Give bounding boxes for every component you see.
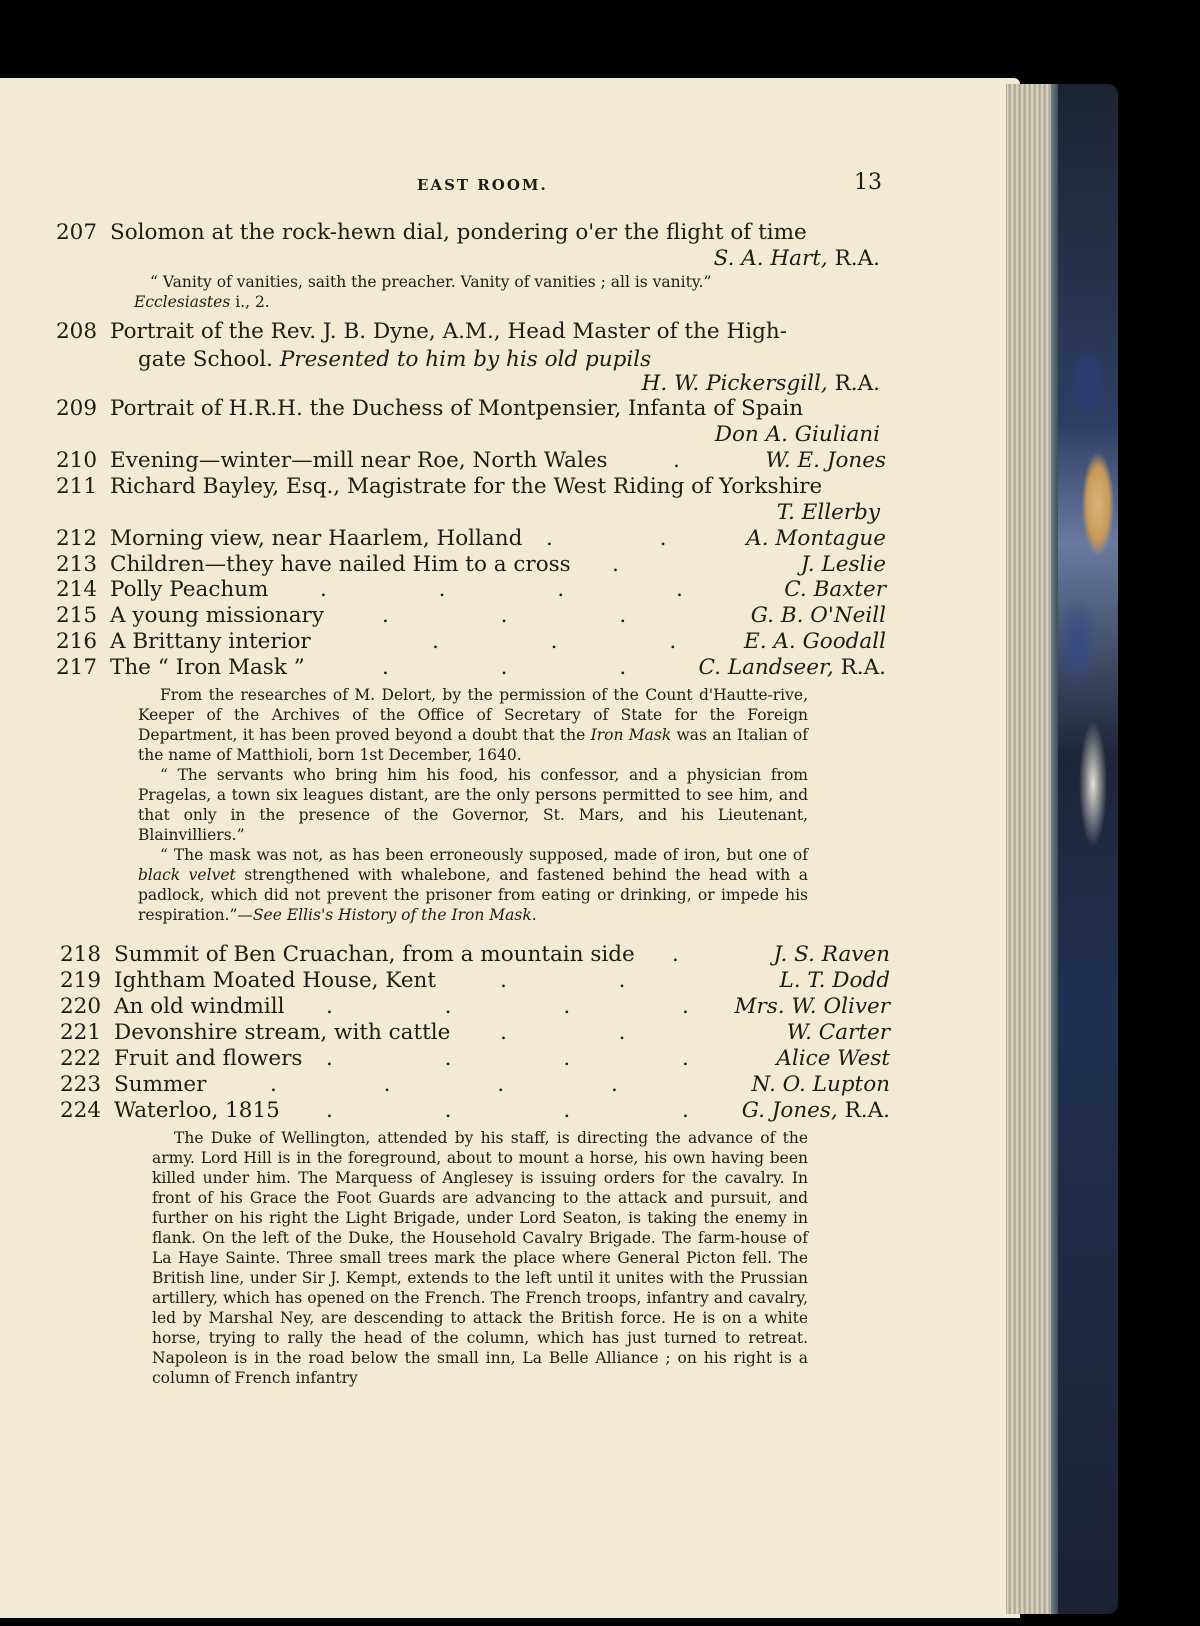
entry-title: Evening—winter—mill near Roe, North Wales <box>110 448 608 473</box>
entry-artist: S. A. Hart, R.A. <box>713 246 880 271</box>
entry-artist: J. S. Raven <box>773 942 890 967</box>
entry-artist: A. Montague <box>746 526 886 551</box>
entry-title: Portrait of the Rev. J. B. Dyne, A.M., Head Master of the High- <box>110 319 787 344</box>
catalogue-entry <box>56 552 886 578</box>
catalogue-entry <box>60 1098 890 1124</box>
catalogue-entry <box>56 526 886 552</box>
entry-number: 212 <box>56 526 98 551</box>
running-head <box>0 170 882 204</box>
leader-dots: . . . . <box>270 1072 618 1097</box>
entry-title: Richard Bayley, Esq., Magistrate for the West Riding of Yorkshire <box>110 474 823 499</box>
leader-dots: . . . . <box>326 1046 689 1071</box>
entry-artist: G. B. O'Neill <box>750 603 886 628</box>
entry-number: 216 <box>56 629 98 654</box>
entry-title: The “ Iron Mask ” <box>110 655 305 680</box>
leader-dots: . . <box>500 968 626 993</box>
catalogue-entry <box>56 448 886 474</box>
entry-number: 223 <box>60 1072 102 1097</box>
entry-artist: L. T. Dodd <box>779 968 890 993</box>
catalogue-entry <box>60 1072 890 1098</box>
entry-artist: C. Landseer, R.A. <box>698 655 886 680</box>
entry-title: Solomon at the rock-hewn dial, pondering o'er the flight of time <box>110 220 807 245</box>
entry-number: 217 <box>56 655 98 680</box>
entry-artist: G. Jones, R.A. <box>741 1098 890 1123</box>
marbled-cover <box>1058 84 1118 1614</box>
entry-number: 213 <box>56 552 98 577</box>
entry-title: Children—they have nailed Him to a cross <box>110 552 571 577</box>
entry-title: Ightham Moated House, Kent <box>114 968 437 993</box>
entry-number: 221 <box>60 1020 102 1045</box>
entry-note: From the researches of M. Delort, by the permission of the Count d'Hautte-rive, Keeper of the Archives of the Office of Secretary of State for the Foreign Department, it has been proved beyond a doubt that the Iron Mask was an Italian of the name of Matthioli, born 1st December, 1640. “ The servants who bring him his food, his confessor, and a physician from Pragelas, a town six leagues distant, are the only persons permitted to see him, and that only in the presence of the Governor, St. Mars, and his Lieutenant, Blainvilliers.” “ The mask was not, as has been erroneously supposed, made of iron, but one of black velvet strengthened with whalebone, and fastened behind the head with a padlock, which did not prevent the prisoner from eating or drinking, or impede his respiration.”—See Ellis's History of the Iron Mask. <box>138 686 809 924</box>
page-header-title: EAST ROOM. <box>417 176 548 194</box>
leader-dots: . . . . <box>326 994 689 1019</box>
entry-title: Fruit and flowers <box>114 1046 303 1071</box>
entry-number: 222 <box>60 1046 102 1071</box>
leader-dots: . . <box>500 1020 626 1045</box>
entry-artist: W. E. Jones <box>765 448 886 473</box>
entry-title-continued: gate School. Presented to him by his old pupils <box>138 347 652 372</box>
leader-dots: . . <box>546 526 667 551</box>
note-quote: “ Vanity of vanities, saith the preacher. Vanity of vanities ; all is vanity.” <box>150 273 712 291</box>
entry-number: 209 <box>56 396 98 421</box>
entry-number: 218 <box>60 942 102 967</box>
entry-title: Devonshire stream, with cattle <box>114 1020 451 1045</box>
catalogue-entry <box>56 655 886 681</box>
leader-dots: . . . . <box>320 577 683 602</box>
note-source-ref: i., 2. <box>230 293 270 311</box>
entry-title: A young missionary <box>110 603 324 628</box>
entry-number: 219 <box>60 968 102 993</box>
entry-number: 211 <box>56 474 98 499</box>
entry-title: A Brittany interior <box>110 629 311 654</box>
entry-note <box>134 272 790 312</box>
entry-artist: T. Ellerby <box>776 500 880 525</box>
leader-dots: . . . <box>382 603 627 628</box>
entry-title: Summer <box>114 1072 207 1097</box>
catalogue-entry <box>56 220 886 246</box>
entry-title: Waterloo, 1815 <box>114 1098 280 1123</box>
entry-number: 220 <box>60 994 102 1019</box>
catalogue-entry <box>56 474 886 500</box>
entry-number: 210 <box>56 448 98 473</box>
entry-artist: E. A. Goodall <box>744 629 886 654</box>
note-source: Ecclesiastes <box>134 293 231 311</box>
leader-dots: . . . <box>432 629 677 654</box>
catalogue-entry <box>60 968 890 994</box>
page-number: 13 <box>854 170 882 195</box>
entry-title: Portrait of H.R.H. the Duchess of Montpensier, Infanta of Spain <box>110 396 804 421</box>
entry-artist: J. Leslie <box>800 552 886 577</box>
entry-artist: Mrs. W. Oliver <box>734 994 890 1019</box>
catalogue-entry <box>56 629 886 655</box>
entry-number: 214 <box>56 577 98 602</box>
catalogue-entry <box>56 319 886 345</box>
entry-note <box>152 1128 808 1388</box>
leader-dots: . . . <box>382 655 627 680</box>
catalogue-entry <box>60 994 890 1020</box>
entry-artist: C. Baxter <box>784 577 886 602</box>
catalogue-entry <box>56 396 886 422</box>
entry-number: 215 <box>56 603 98 628</box>
entry-number: 207 <box>56 220 98 245</box>
entry-title: An old windmill <box>114 994 285 1019</box>
entry-title: Summit of Ben Cruachan, from a mountain side <box>114 942 635 967</box>
entry-artist: H. W. Pickersgill, R.A. <box>641 371 880 396</box>
leader-dots: . <box>672 942 679 967</box>
entry-number: 208 <box>56 319 98 344</box>
note-paragraph: “ The servants who bring him his food, his confessor, and a physician from Pragelas, a town six leagues distant, are the only persons permitted to see him, and that only in the presence of the Governor, St. Mars, and his Lieutenant, Blainvilliers.” <box>138 766 808 844</box>
leader-dots: . <box>673 448 680 473</box>
entry-artist: W. Carter <box>786 1020 890 1045</box>
entry-artist: Don A. Giuliani <box>714 422 880 447</box>
leader-dots: . . . . <box>326 1098 689 1123</box>
catalogue-entry <box>60 942 890 968</box>
note-paragraph: The Duke of Wellington, attended by his staff, is directing the advance of the army. Lord Hill is in the foreground, about to mount a horse, his own having been killed under him. The Marquess of Anglesey is issuing orders for the cavalry. In front of his Grace the Foot Guards are advancing to the attack and pursuit, and further on his right the Light Brigade, under Lord Seaton, is taking the enemy in flank. On the left of the Duke, the Household Cavalry Brigade. The farm-house of La Haye Sainte. Three small trees mark the place where General Picton fell. The British line, under Sir J. Kempt, extends to the left until it unites with the Prussian artillery, which has opened on the French. The French troops, infantry and cavalry, led by Marshal Ney, are descending to attack the British force. He is on a white horse, trying to rally the head of the column, which has just turned to retreat. Napoleon is in the road below the small inn, La Belle Alliance ; on his right is a column of French infantry <box>152 1129 808 1387</box>
entry-title: Polly Peachum <box>110 577 269 602</box>
entry-artist: N. O. Lupton <box>751 1072 890 1097</box>
entry-artist: Alice West <box>776 1046 890 1071</box>
entry-number: 224 <box>60 1098 102 1123</box>
catalogue-entry <box>56 577 886 603</box>
catalogue-entry <box>56 603 886 629</box>
catalogue-entry <box>60 1020 890 1046</box>
page-edges <box>1006 84 1061 1614</box>
leader-dots: . <box>612 552 619 577</box>
catalogue-entry <box>60 1046 890 1072</box>
entry-title: Morning view, near Haarlem, Holland <box>110 526 523 551</box>
